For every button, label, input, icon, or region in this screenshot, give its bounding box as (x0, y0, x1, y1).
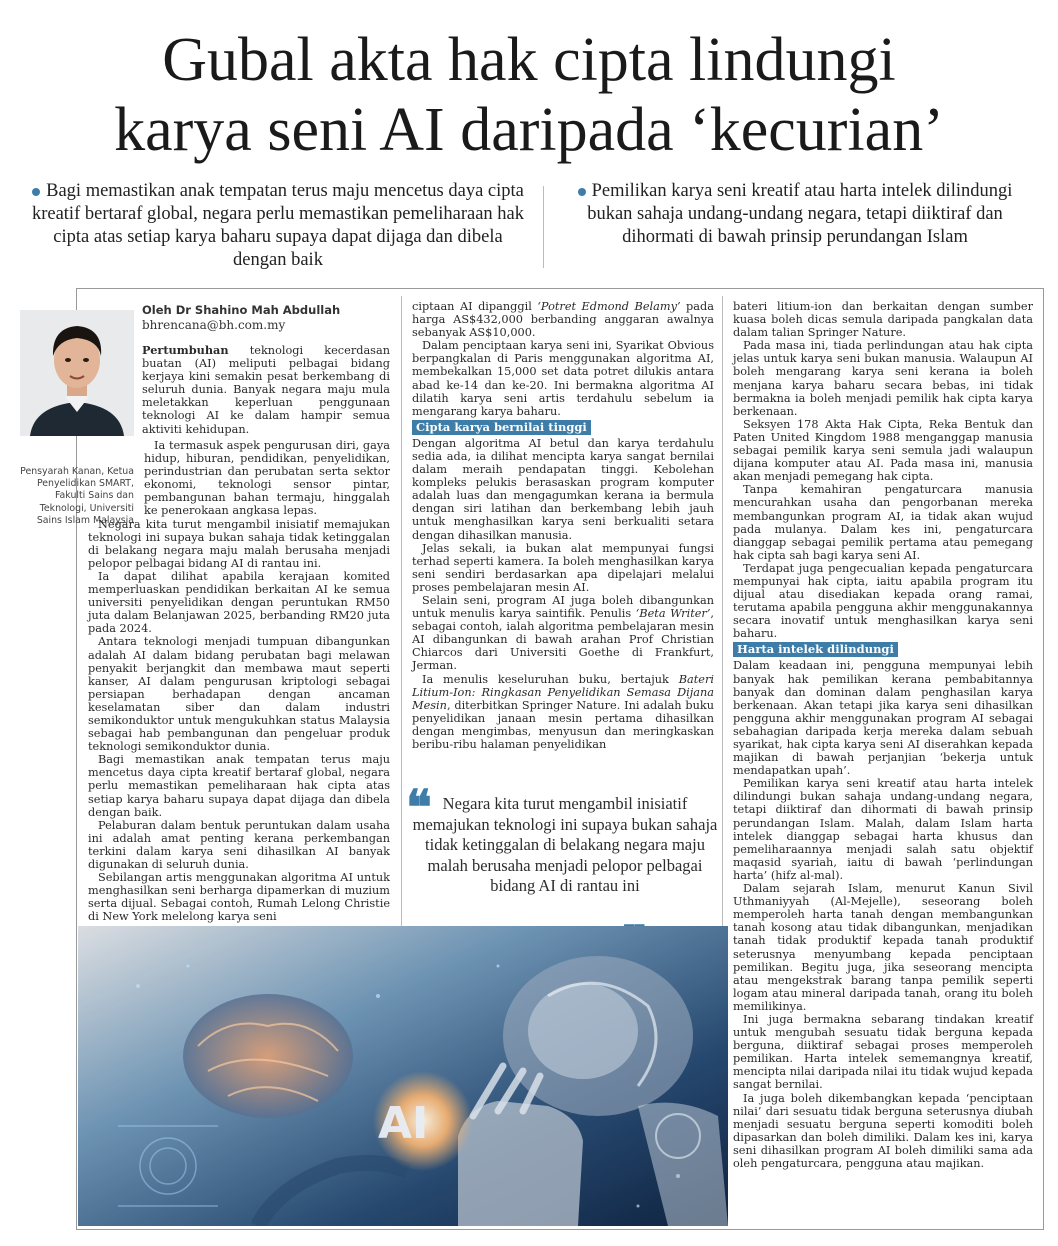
author-email: bhrencana@bh.com.my (142, 318, 286, 332)
paragraph: Pelaburan dalam bentuk peruntukan dalam usaha ini adalah amat penting kerana perkembangan terkini dalam karya seni dihasilkan AI banyak digunakan di seluruh dunia. (88, 818, 390, 871)
paragraph: Ini juga bermakna sebarang tindakan kreatif untuk mengubah sesuatu tidak berguna kepada berguna, diiktiraf sebagai proses memperoleh pemilikan. Harta intelek sememangnya kreatif, mencipta nilai daripada nilai itu tidak wujud kepada sangat bernilai. (733, 1012, 1033, 1092)
paragraph: Pertumbuhan teknologi kecerdasan buatan (AI) meliputi pelbagai bidang kerjaya kini semakin pesat berkembang di seluruh dunia. Banyak negara maju mula meletakkan keperluan penggunaan teknologi AI ke dalam hampir semua aktiviti kehidupan. (142, 343, 390, 436)
paragraph: Terdapat juga pengecualian kepada pengaturcara mempunyai hak cipta, iaitu apabila program itu dijual atau disediakan kepada orang ramai, terutama apabila pengguna akhir menggunakannya secara inovatif untuk menghasilkan karya seni baharu. (733, 561, 1033, 641)
paragraph: Dalam penciptaan karya seni ini, Syarikat Obvious berpangkalan di Paris menggunakan algoritma AI, membekalkan 15,000 set data potret dilukis antara abad ke-14 dan ke-20. Ini bermakna algoritma AI dilatih karya seni artis terdahulu sebelum ia mengarang karya baharu. (412, 339, 714, 418)
ai-artwork-label: AI (378, 1098, 429, 1149)
paragraph: Jelas sekali, ia bukan alat mempunyai fungsi terhad seperti kamera. Ia boleh menghasilkan karya seni sendiri berdasarkan apa dipelajari melalui proses pembelajaran mesin AI. (412, 541, 714, 594)
column-2 (412, 300, 714, 751)
paragraph: Dalam sejarah Islam, menurut Kanun Sivil Uthmaniyyah (Al-Mejelle), seseorang boleh memperoleh harta tanah dengan membangunkan tanah kosong atau tidak dibangunkan, menjadikan tanah tidak produktif kepada tanah produktif seterusnya menyumbang kepada penciptaan pemilikan. Begitu juga, jika seseorang mencipta atau mengekstrak barang tanpa pemilik seperti logam atau mineral daripada tanah, orang itu boleh memilikinya. (733, 882, 1033, 1013)
column-rule-1 (401, 296, 402, 936)
bullet-icon (32, 188, 40, 196)
paragraph: Antara teknologi menjadi tumpuan dibangunkan adalah AI dalam bidang perubatan bagi melawan penyakit berjangkit dan membawa maut seperti kanser, AI dalam pengurusan kriptologi sebagai persiapan berhadapan dengan ancaman keselamatan siber dan dalam industri semikonduktor untuk mengukuhkan status Malaysia sebagai hab pembangunan dan pengeluar produk teknologi semikonduktor dunia. (88, 635, 390, 754)
paragraph: Ia juga boleh dikembangkan kepada ‘penciptaan nilai’ dari sesuatu tidak berguna seterusnya diubah menjadi sesuatu berguna seperti komoditi boleh dipasarkan dan boleh dimiliki. Dalam kes ini, karya seni dihasilkan program AI boleh dimiliki sama ada oleh pengaturcara, pengguna atau majikan. (733, 1091, 1033, 1170)
paragraph: Pada masa ini, tiada perlindungan atau hak cipta jelas untuk karya seni bukan manusia. Walaupun AI boleh mengarang karya seni kerana ia boleh menjana karya baharu secara bebas, ini tidak bermakna ia boleh menjadi pemilik hak cipta karya berkenaan. (733, 339, 1033, 418)
pull-quote: Negara kita turut mengambil inisiatif memajukan teknologi ini supaya bukan sahaja tidak ketinggalan di belakang negara maju malah berusaha menjadi pelopor pelbagai bidang AI di rantau ini (412, 794, 718, 895)
paragraph: ciptaan AI dipanggil ‘Potret Edmond Belamy’ pada harga AS$432,000 berbanding anggaran awalnya sebanyak AS$10,000. (412, 300, 714, 340)
bullet-icon (578, 188, 586, 196)
paragraph: Tanpa kemahiran pengaturcara manusia mencurahkan usaha dan pengorbanan mereka membangunkan program AI, ia tidak akan wujud pada mulanya. Dalam kes ini, pengaturcara dianggap sebagai pemilik pertama atau pemegang hak cipta sah bagi karya seni AI. (733, 483, 1033, 562)
column-1 (142, 344, 390, 436)
author-photo (20, 310, 134, 436)
paragraph: Negara kita turut mengambil inisiatif memajukan teknologi ini supaya bukan sahaja tidak ketinggalan di belakang negara maju malah berusaha menjadi pelopor pelbagai bidang AI di rantau ini. (88, 517, 390, 570)
author-name: Oleh Dr Shahino Mah Abdullah (142, 303, 341, 317)
quote-open-icon: ❝ (406, 782, 432, 835)
paragraph: Pemilikan karya seni kreatif atau harta intelek dilindungi bukan sahaja undang-undang negara, tetapi diiktiraf dan dihormati di bawah prinsip perundangan Islam. Malah, dalam Islam harta intelek dianggap sebagai harta khusus dan pemeliharaannya menjadi salah satu objektif maqasid syariah, iaitu di bawah ‘perlindungan harta’ (hifz al-mal). (733, 777, 1033, 882)
paragraph: Ia dapat dilihat apabila kerajaan komited memperluaskan pendidikan berkaitan AI ke semua universiti penyelidikan dengan peruntukan RM50 juta dalam Belanjawan 2025, berbanding RM20 juta pada 2024. (88, 569, 390, 636)
deck-left-text: Bagi memastikan anak tempatan terus maju mencetus daya cipta kreatif bertaraf global, negara perlu memastikan pemeliharaan hak cipta atas setiap karya baharu supaya dapat dijaga dan dibela dengan baik (31, 181, 525, 270)
lead-word: Pertumbuhan (142, 343, 229, 357)
deck-right-text: Pemilikan karya seni kreatif atau harta intelek dilindungi bukan sahaja undang-undang negara, tetapi diiktiraf dan dihormati di bawah prinsip perundangan Islam (587, 181, 1013, 247)
column-1-wide (88, 439, 390, 923)
subhead: Cipta karya bernilai tinggi (412, 420, 591, 435)
paragraph: Selain seni, program AI juga boleh dibangunkan untuk menulis karya saintifik. Penulis ‘Beta Writer’, sebagai contoh, ialah algoritma pembelajaran mesin AI dibangunkan di bawah arahan Prof Christian Chiarcos dari Universiti Goethe di Frankfurt, Jerman. (412, 593, 715, 673)
paragraph: Dalam keadaan ini, pengguna mempunyai lebih banyak hak pemilikan kerana pembabitannya banyak dan dominan dalam penghasilan karya berkenaan. Akan tetapi jika karya seni dihasilkan pengguna akhir menggunakan program AI sebagai sebahagian daripada kerja mereka dalam sebuah syarikat, hak cipta karya seni AI diserahkan kepada majikan di bawah perjanjian ‘bekerja untuk mendapatkan upah’. (733, 659, 1033, 778)
deck-left (28, 180, 528, 272)
paragraph: Seksyen 178 Akta Hak Cipta, Reka Bentuk dan Paten United Kingdom 1988 menganggap manusia sebagai pemilik karya seni semula jadi walaupun dijana komputer atau AI. Pada masa ini, manusia akan menjadi pemegang hak cipta. (733, 417, 1033, 484)
subhead: Harta intelek dilindungi (733, 642, 898, 657)
headline-line-2: karya seni AI daripada ‘kecurian’ (114, 96, 944, 164)
author-role: Pensyarah Kanan, Ketua Penyelidikan SMART, Fakulti Sains dan Teknologi, Universiti Sains Islam Malaysia (20, 466, 134, 526)
deck-right (560, 180, 1030, 249)
paragraph: Bagi memastikan anak tempatan terus maju mencetus daya cipta kreatif bertaraf global, negara perlu memastikan pemeliharaan hak cipta atas setiap karya baharu supaya dapat dijaga dan dibela dengan baik. (88, 753, 390, 819)
paragraph: bateri litium-ion dan berkaitan dengan sumber kuasa boleh dicas semula daripada pangkalan data dalam talian Springer Nature. (733, 300, 1033, 340)
headline-line-1: Gubal akta hak cipta lindungi (162, 26, 896, 94)
paragraph: Ia termasuk aspek pengurusan diri, gaya hidup, hiburan, pendidikan, penyelidikan, perindustrian dan perubatan serta sektor ekonomi, teknologi sensor pintar, pembangunan bahan termaju, hinggalah ke penerokaan angkasa lepas. (144, 439, 390, 518)
deck-divider (543, 186, 544, 268)
paragraph: Dengan algoritma AI betul dan karya terdahulu sedia ada, ia dilihat mencipta karya sangat bernilai dalam meraih pendapatan tinggi. Kebolehan kompleks pelukis berasaskan program komputer adalah luas dan mengagumkan kerana ia bermula dengan siri latihan dan berkembang lebih jauh untuk menghasilkan karya seni berkualiti setara dengan dihasilkan manusia. (412, 436, 714, 542)
paragraph: Sebilangan artis menggunakan algoritma AI untuk menghasilkan seni berharga dipamerkan di muzium serta dijual. Sebagai contoh, Rumah Lelong Christie di New York melelong karya seni (88, 871, 390, 924)
paragraph: Ia menulis keseluruhan buku, bertajuk Bateri Litium-Ion: Ringkasan Penyelidikan Semasa Dijana Mesin, diterbitkan Springer Nature. Ini adalah buku penyelidikan janaan mesin pertama dihasilkan dengan mengimbas, menyusun dan meringkaskan beribu-ribu halaman penyelidikan (412, 672, 714, 751)
ai-artwork-image (78, 926, 728, 1226)
column-3 (733, 300, 1033, 1170)
